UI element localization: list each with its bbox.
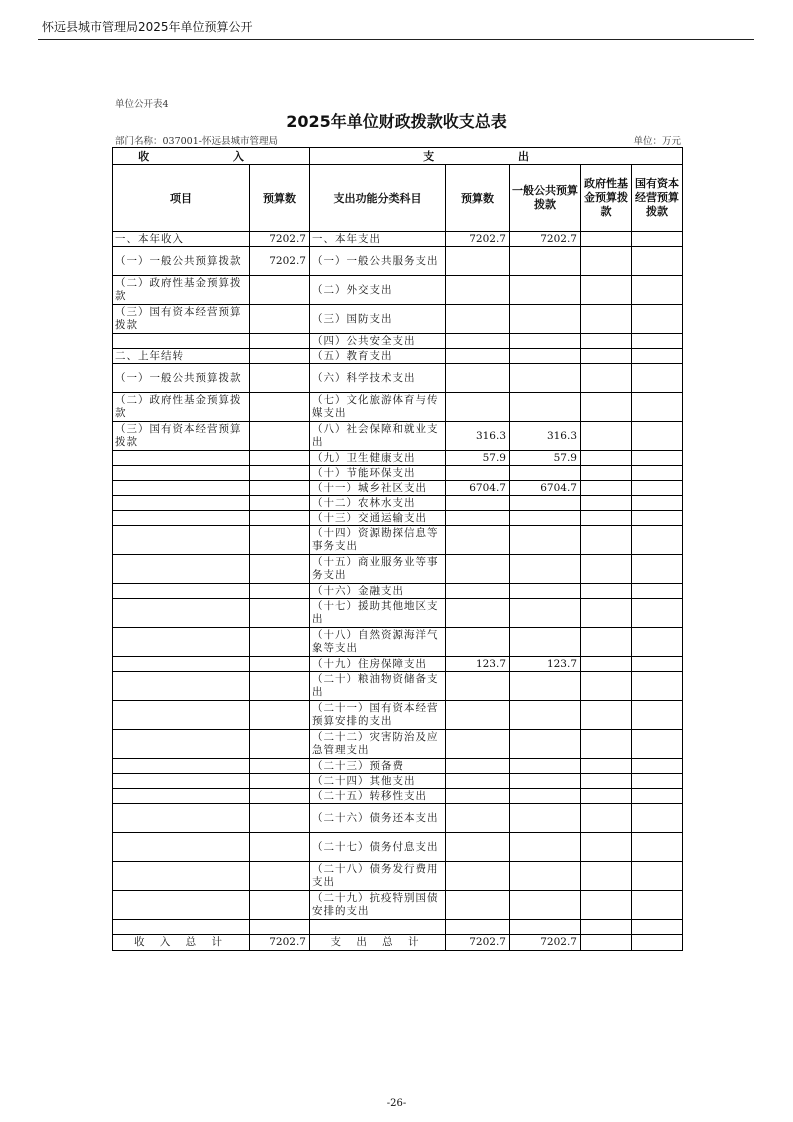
row-function: （十六）金融支出 bbox=[310, 584, 446, 599]
row-general bbox=[510, 701, 581, 730]
row-budget bbox=[446, 393, 510, 422]
row-general: 316.3 bbox=[510, 422, 581, 451]
row-function: （十）节能环保支出 bbox=[310, 466, 446, 481]
row-budget bbox=[446, 891, 510, 920]
row-budget bbox=[446, 364, 510, 393]
expense-total-general: 7202.7 bbox=[510, 935, 581, 951]
row-budget bbox=[446, 247, 510, 276]
row-budget bbox=[446, 628, 510, 657]
table-row bbox=[113, 393, 683, 422]
row-budget bbox=[446, 759, 510, 774]
column-header-row bbox=[113, 165, 683, 232]
table-row bbox=[113, 276, 683, 305]
row-item-amount bbox=[250, 774, 310, 789]
row-item-amount bbox=[250, 804, 310, 833]
row-function: （二十）粮油物资储备支出 bbox=[310, 672, 446, 701]
income-total-amount: 7202.7 bbox=[250, 935, 310, 951]
row-fund bbox=[581, 599, 632, 628]
row-state bbox=[632, 891, 683, 920]
row-state bbox=[632, 305, 683, 334]
row-budget: 6704.7 bbox=[446, 481, 510, 496]
row-fund bbox=[581, 334, 632, 349]
table-row bbox=[113, 657, 683, 672]
row-state bbox=[632, 862, 683, 891]
row-item: （三）国有资本经营预算拨款 bbox=[113, 422, 250, 451]
row-general bbox=[510, 334, 581, 349]
row-fund bbox=[581, 232, 632, 247]
row-state bbox=[632, 804, 683, 833]
row-budget bbox=[446, 730, 510, 759]
row-fund bbox=[581, 657, 632, 672]
row-state bbox=[632, 833, 683, 862]
row-general bbox=[510, 349, 581, 364]
row-function: （十二）农林水支出 bbox=[310, 496, 446, 511]
col-header-function: 支出功能分类科目 bbox=[310, 165, 446, 232]
row-general bbox=[510, 511, 581, 526]
row-item bbox=[113, 774, 250, 789]
row-fund bbox=[581, 451, 632, 466]
row-general bbox=[510, 862, 581, 891]
total-row bbox=[113, 935, 683, 951]
row-item-amount bbox=[250, 555, 310, 584]
row-budget bbox=[446, 555, 510, 584]
row-item bbox=[113, 555, 250, 584]
table-row bbox=[113, 584, 683, 599]
row-state bbox=[632, 789, 683, 804]
table-row bbox=[113, 349, 683, 364]
row-item-amount bbox=[250, 920, 310, 935]
row-item-amount bbox=[250, 511, 310, 526]
row-item-amount bbox=[250, 657, 310, 672]
row-state bbox=[632, 628, 683, 657]
col-header-income-budget: 预算数 bbox=[250, 165, 310, 232]
header-rule bbox=[38, 39, 754, 40]
row-function: （十九）住房保障支出 bbox=[310, 657, 446, 672]
row-fund bbox=[581, 349, 632, 364]
row-item-amount: 7202.7 bbox=[250, 247, 310, 276]
row-item bbox=[113, 451, 250, 466]
row-function: （六）科学技术支出 bbox=[310, 364, 446, 393]
row-item bbox=[113, 657, 250, 672]
table-row bbox=[113, 774, 683, 789]
table-row bbox=[113, 599, 683, 628]
row-general bbox=[510, 774, 581, 789]
row-function: （十一）城乡社区支出 bbox=[310, 481, 446, 496]
row-item bbox=[113, 628, 250, 657]
row-general bbox=[510, 305, 581, 334]
row-state bbox=[632, 393, 683, 422]
row-item bbox=[113, 511, 250, 526]
row-item-amount bbox=[250, 276, 310, 305]
row-budget bbox=[446, 584, 510, 599]
row-budget bbox=[446, 276, 510, 305]
row-state bbox=[632, 481, 683, 496]
row-budget bbox=[446, 920, 510, 935]
row-item-amount bbox=[250, 481, 310, 496]
table-row bbox=[113, 334, 683, 349]
table-row bbox=[113, 247, 683, 276]
table-row bbox=[113, 759, 683, 774]
row-item-amount bbox=[250, 833, 310, 862]
page-number: -26- bbox=[386, 1098, 407, 1109]
row-item-amount bbox=[250, 496, 310, 511]
row-state bbox=[632, 555, 683, 584]
row-item-amount bbox=[250, 891, 310, 920]
row-budget bbox=[446, 496, 510, 511]
row-item-amount bbox=[250, 451, 310, 466]
row-function: （八）社会保障和就业支出 bbox=[310, 422, 446, 451]
table-row bbox=[113, 730, 683, 759]
row-state bbox=[632, 496, 683, 511]
row-function: 一、本年支出 bbox=[310, 232, 446, 247]
row-general bbox=[510, 555, 581, 584]
row-budget bbox=[446, 511, 510, 526]
row-budget bbox=[446, 334, 510, 349]
table-row bbox=[113, 481, 683, 496]
group-header-row bbox=[113, 148, 683, 165]
row-item bbox=[113, 466, 250, 481]
row-item bbox=[113, 481, 250, 496]
row-state bbox=[632, 334, 683, 349]
row-item bbox=[113, 862, 250, 891]
row-function: （九）卫生健康支出 bbox=[310, 451, 446, 466]
table-row bbox=[113, 862, 683, 891]
table-row bbox=[113, 789, 683, 804]
row-budget: 123.7 bbox=[446, 657, 510, 672]
row-budget bbox=[446, 305, 510, 334]
row-item bbox=[113, 496, 250, 511]
row-fund bbox=[581, 496, 632, 511]
table-row bbox=[113, 511, 683, 526]
row-general bbox=[510, 364, 581, 393]
row-item bbox=[113, 789, 250, 804]
row-general: 57.9 bbox=[510, 451, 581, 466]
row-state bbox=[632, 584, 683, 599]
row-fund bbox=[581, 364, 632, 393]
row-function: （十八）自然资源海洋气象等支出 bbox=[310, 628, 446, 657]
row-fund bbox=[581, 891, 632, 920]
budget-table bbox=[112, 147, 683, 951]
income-group-header: 收 入 bbox=[113, 148, 310, 165]
row-fund bbox=[581, 701, 632, 730]
table-row bbox=[113, 466, 683, 481]
row-item-amount bbox=[250, 730, 310, 759]
row-fund bbox=[581, 804, 632, 833]
row-item bbox=[113, 599, 250, 628]
row-item: （三）国有资本经营预算拨款 bbox=[113, 305, 250, 334]
row-fund bbox=[581, 920, 632, 935]
row-item-amount bbox=[250, 628, 310, 657]
row-general: 6704.7 bbox=[510, 481, 581, 496]
row-fund bbox=[581, 526, 632, 555]
row-state bbox=[632, 232, 683, 247]
expense-total-label: 支 出 总 计 bbox=[310, 935, 446, 951]
row-state bbox=[632, 364, 683, 393]
row-item-amount bbox=[250, 759, 310, 774]
row-state bbox=[632, 466, 683, 481]
row-item bbox=[113, 334, 250, 349]
row-function: （二十九）抗疫特别国债安排的支出 bbox=[310, 891, 446, 920]
col-header-state: 国有资本经营预算拨款 bbox=[632, 165, 683, 232]
row-fund bbox=[581, 247, 632, 276]
row-budget: 57.9 bbox=[446, 451, 510, 466]
table-row bbox=[113, 526, 683, 555]
expense-total-state bbox=[632, 935, 683, 951]
table-row bbox=[113, 628, 683, 657]
row-general bbox=[510, 730, 581, 759]
row-item-amount bbox=[250, 701, 310, 730]
col-header-expense-budget: 预算数 bbox=[446, 165, 510, 232]
row-item-amount bbox=[250, 349, 310, 364]
row-state bbox=[632, 526, 683, 555]
row-function: （二十二）灾害防治及应急管理支出 bbox=[310, 730, 446, 759]
row-general bbox=[510, 628, 581, 657]
row-budget bbox=[446, 804, 510, 833]
row-fund bbox=[581, 422, 632, 451]
row-fund bbox=[581, 628, 632, 657]
row-general: 7202.7 bbox=[510, 232, 581, 247]
col-header-fund: 政府性基金预算拨款 bbox=[581, 165, 632, 232]
row-item: （二）政府性基金预算拨款 bbox=[113, 276, 250, 305]
row-budget: 7202.7 bbox=[446, 232, 510, 247]
row-item-amount bbox=[250, 526, 310, 555]
row-general bbox=[510, 789, 581, 804]
unit-label: 单位：万元 bbox=[633, 136, 681, 147]
row-general bbox=[510, 393, 581, 422]
row-function: （二十四）其他支出 bbox=[310, 774, 446, 789]
row-state bbox=[632, 349, 683, 364]
row-fund bbox=[581, 555, 632, 584]
row-function: （五）教育支出 bbox=[310, 349, 446, 364]
table-row bbox=[113, 701, 683, 730]
form-number: 单位公开表4 bbox=[115, 99, 169, 110]
row-item bbox=[113, 833, 250, 862]
row-state bbox=[632, 599, 683, 628]
row-item-amount bbox=[250, 599, 310, 628]
row-general bbox=[510, 672, 581, 701]
row-budget bbox=[446, 526, 510, 555]
table-row bbox=[113, 496, 683, 511]
table-row bbox=[113, 833, 683, 862]
row-budget: 316.3 bbox=[446, 422, 510, 451]
page-title: 2025年单位财政拨款收支总表 bbox=[286, 112, 507, 131]
row-item-amount bbox=[250, 334, 310, 349]
row-item-amount bbox=[250, 364, 310, 393]
expense-total-fund bbox=[581, 935, 632, 951]
table-row bbox=[113, 920, 683, 935]
table-row bbox=[113, 804, 683, 833]
table-row bbox=[113, 891, 683, 920]
row-item bbox=[113, 920, 250, 935]
row-function bbox=[310, 920, 446, 935]
row-function: （四）公共安全支出 bbox=[310, 334, 446, 349]
row-function: （二十六）债务还本支出 bbox=[310, 804, 446, 833]
row-state bbox=[632, 759, 683, 774]
row-function: （二十八）债务发行费用支出 bbox=[310, 862, 446, 891]
row-fund bbox=[581, 305, 632, 334]
row-state bbox=[632, 276, 683, 305]
row-fund bbox=[581, 730, 632, 759]
row-fund bbox=[581, 759, 632, 774]
row-general bbox=[510, 276, 581, 305]
row-function: （二十三）预备费 bbox=[310, 759, 446, 774]
row-state bbox=[632, 657, 683, 672]
row-function: （十七）援助其他地区支出 bbox=[310, 599, 446, 628]
row-budget bbox=[446, 466, 510, 481]
row-function: （一）一般公共服务支出 bbox=[310, 247, 446, 276]
row-item bbox=[113, 891, 250, 920]
income-total-label: 收 入 总 计 bbox=[113, 935, 250, 951]
row-budget bbox=[446, 349, 510, 364]
row-general: 123.7 bbox=[510, 657, 581, 672]
table-row bbox=[113, 422, 683, 451]
row-fund bbox=[581, 276, 632, 305]
row-item-amount bbox=[250, 672, 310, 701]
table-row bbox=[113, 305, 683, 334]
row-item: 一、本年收入 bbox=[113, 232, 250, 247]
row-item bbox=[113, 526, 250, 555]
page-header: 怀远县城市管理局2025年单位预算公开 bbox=[42, 20, 253, 34]
table-row bbox=[113, 555, 683, 584]
row-function: （二十五）转移性支出 bbox=[310, 789, 446, 804]
row-function: （十五）商业服务业等事务支出 bbox=[310, 555, 446, 584]
row-general bbox=[510, 891, 581, 920]
row-budget bbox=[446, 701, 510, 730]
row-item-amount bbox=[250, 584, 310, 599]
row-budget bbox=[446, 599, 510, 628]
row-budget bbox=[446, 833, 510, 862]
row-state bbox=[632, 451, 683, 466]
row-fund bbox=[581, 833, 632, 862]
row-state bbox=[632, 774, 683, 789]
col-header-general: 一般公共预算拨款 bbox=[510, 165, 581, 232]
row-budget bbox=[446, 789, 510, 804]
expense-group-header: 支 出 bbox=[310, 148, 683, 165]
expense-total-budget: 7202.7 bbox=[446, 935, 510, 951]
row-budget bbox=[446, 862, 510, 891]
row-general bbox=[510, 247, 581, 276]
row-state bbox=[632, 701, 683, 730]
row-item: （一）一般公共预算拨款 bbox=[113, 364, 250, 393]
table-row bbox=[113, 232, 683, 247]
row-state bbox=[632, 422, 683, 451]
row-general bbox=[510, 466, 581, 481]
row-fund bbox=[581, 584, 632, 599]
row-fund bbox=[581, 789, 632, 804]
row-item bbox=[113, 584, 250, 599]
row-state bbox=[632, 511, 683, 526]
row-item-amount bbox=[250, 466, 310, 481]
row-item-amount bbox=[250, 789, 310, 804]
row-fund bbox=[581, 774, 632, 789]
row-fund bbox=[581, 481, 632, 496]
row-function: （二十七）债务付息支出 bbox=[310, 833, 446, 862]
row-item: （二）政府性基金预算拨款 bbox=[113, 393, 250, 422]
row-item-amount bbox=[250, 422, 310, 451]
row-function: （二）外交支出 bbox=[310, 276, 446, 305]
row-state bbox=[632, 920, 683, 935]
row-general bbox=[510, 759, 581, 774]
row-state bbox=[632, 730, 683, 759]
col-header-item: 项目 bbox=[113, 165, 250, 232]
row-general bbox=[510, 804, 581, 833]
row-item: （一）一般公共预算拨款 bbox=[113, 247, 250, 276]
row-general bbox=[510, 833, 581, 862]
row-function: （七）文化旅游体育与传媒支出 bbox=[310, 393, 446, 422]
row-fund bbox=[581, 672, 632, 701]
row-item bbox=[113, 672, 250, 701]
row-function: （二十一）国有资本经营预算安排的支出 bbox=[310, 701, 446, 730]
row-general bbox=[510, 584, 581, 599]
row-function: （十四）资源勘探信息等事务支出 bbox=[310, 526, 446, 555]
row-budget bbox=[446, 672, 510, 701]
row-state bbox=[632, 672, 683, 701]
row-item bbox=[113, 759, 250, 774]
table-row bbox=[113, 451, 683, 466]
row-function: （十三）交通运输支出 bbox=[310, 511, 446, 526]
department-name: 部门名称：037001-怀远县城市管理局 bbox=[115, 136, 278, 147]
row-item: 二、上年结转 bbox=[113, 349, 250, 364]
row-general bbox=[510, 526, 581, 555]
row-item-amount bbox=[250, 305, 310, 334]
row-item-amount bbox=[250, 862, 310, 891]
row-item bbox=[113, 730, 250, 759]
row-item-amount: 7202.7 bbox=[250, 232, 310, 247]
row-item bbox=[113, 804, 250, 833]
table-row bbox=[113, 364, 683, 393]
row-item bbox=[113, 701, 250, 730]
row-fund bbox=[581, 466, 632, 481]
row-state bbox=[632, 247, 683, 276]
row-function: （三）国防支出 bbox=[310, 305, 446, 334]
row-general bbox=[510, 920, 581, 935]
row-item-amount bbox=[250, 393, 310, 422]
row-general bbox=[510, 599, 581, 628]
row-budget bbox=[446, 774, 510, 789]
row-general bbox=[510, 496, 581, 511]
table-row bbox=[113, 672, 683, 701]
row-fund bbox=[581, 393, 632, 422]
row-fund bbox=[581, 862, 632, 891]
row-fund bbox=[581, 511, 632, 526]
